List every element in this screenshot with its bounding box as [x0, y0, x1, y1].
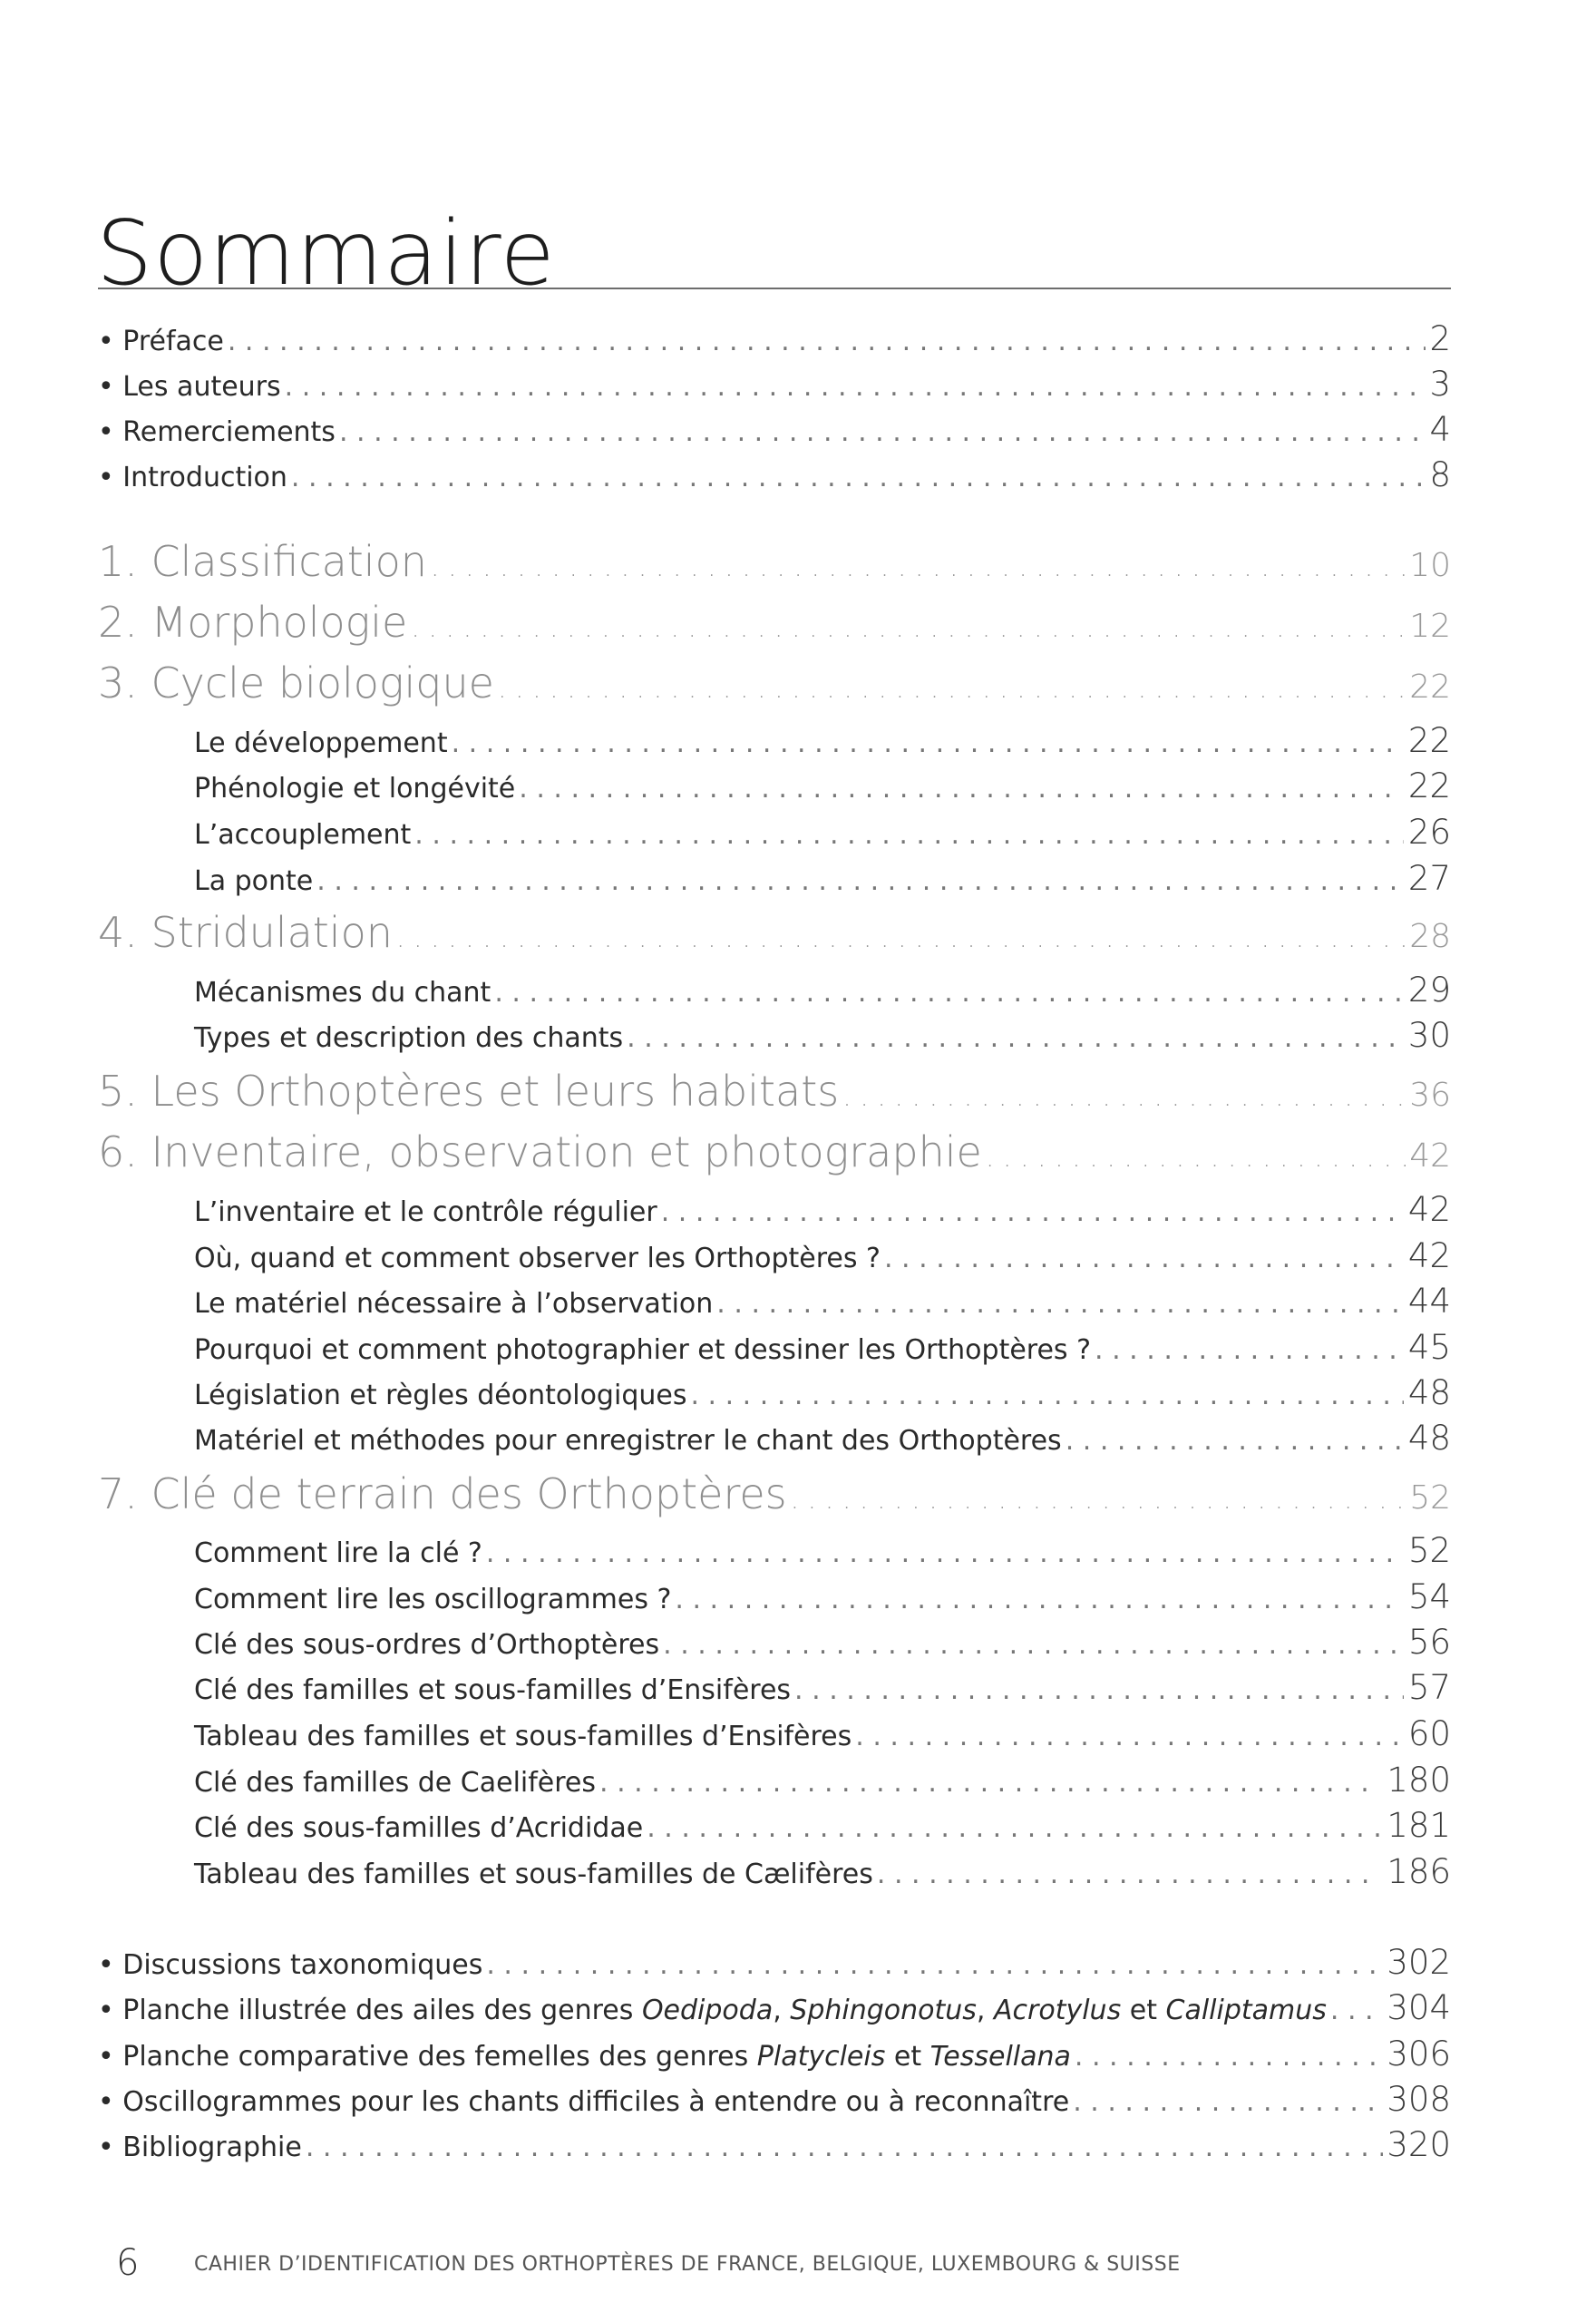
dot-leader	[842, 1081, 1406, 1113]
bullet-glyph: •	[98, 1949, 114, 1981]
toc-page-number: 302	[1387, 1943, 1451, 1982]
toc-entry-label: Planche comparative des femelles des genres	[122, 2041, 757, 2073]
subentry-page-number: 52	[1407, 1531, 1451, 1570]
toc-subentry[interactable]	[98, 1761, 1451, 1800]
bullet-glyph: •	[98, 2132, 114, 2163]
toc-subentry[interactable]	[98, 1623, 1451, 1662]
toc-entry-bibliographie[interactable]	[98, 2125, 1451, 2164]
dot-leader	[647, 1812, 1380, 1844]
toc-page-number: 3	[1429, 365, 1451, 404]
subentry-page-number: 186	[1387, 1852, 1451, 1891]
genus-name: Platycleis	[756, 2041, 886, 2073]
bullet-glyph: •	[98, 2086, 114, 2118]
dot-leader	[663, 1629, 1404, 1661]
running-footer: CAHIER D’IDENTIFICATION DES ORTHOPTÈRES DE FRANCE, BELGIQUE, LUXEMBOURG & SUISSE	[194, 2253, 1181, 2276]
title-divider	[98, 288, 1451, 289]
dot-leader	[1066, 1425, 1404, 1457]
subentry-page-number: 22	[1407, 766, 1451, 805]
chapter-page-number: 52	[1409, 1479, 1451, 1517]
bullet-glyph: •	[98, 326, 114, 357]
subentry-label: Le développement	[194, 727, 448, 759]
toc-subentry[interactable]	[98, 766, 1451, 805]
toc-page-number: 308	[1387, 2080, 1451, 2119]
chapter-page-number: 42	[1409, 1137, 1451, 1175]
subentry-page-number: 180	[1387, 1761, 1451, 1800]
toc-subentry[interactable]	[98, 721, 1451, 760]
subentry-label: Clé des familles et sous-familles d’Ensifères	[194, 1674, 792, 1706]
dot-leader	[494, 977, 1404, 1009]
dot-leader	[431, 551, 1406, 583]
separator: ,	[976, 1995, 994, 2026]
dot-leader	[519, 773, 1404, 805]
chapter-label: 3. Cycle biologique	[98, 659, 494, 707]
toc-subentry[interactable]	[98, 1282, 1451, 1321]
toc-chapter-stridulation[interactable]	[98, 908, 1451, 957]
page-title: Sommaire	[96, 201, 556, 306]
toc-subentry[interactable]	[98, 1016, 1451, 1055]
toc-entry-label: Remerciements	[122, 416, 336, 448]
dot-leader	[452, 727, 1404, 759]
toc-entry-label: Introduction	[122, 462, 287, 493]
toc-subentry[interactable]	[98, 1373, 1451, 1412]
subentry-label: Mécanismes du chant	[194, 977, 491, 1009]
dot-leader	[986, 1142, 1406, 1174]
dot-leader	[1073, 2086, 1383, 2118]
toc-entry-discussions[interactable]	[98, 1943, 1451, 1982]
dot-leader	[316, 865, 1404, 897]
chapter-label: 2. Morphologie	[98, 598, 408, 647]
subentry-page-number: 30	[1407, 1016, 1451, 1055]
subentry-page-number: 44	[1407, 1282, 1451, 1321]
separator: et	[885, 2041, 930, 2073]
chapter-label: 4. Stridulation	[98, 908, 393, 957]
toc-subentry[interactable]	[98, 1806, 1451, 1845]
toc-entry-introduction[interactable]	[98, 455, 1451, 494]
subentry-label: Législation et règles déontologiques	[194, 1380, 687, 1411]
subentry-label: Clé des sous-ordres d’Orthoptères	[194, 1629, 660, 1661]
subentry-page-number: 22	[1407, 721, 1451, 760]
toc-subentry[interactable]	[98, 1714, 1451, 1753]
chapter-label: 6. Inventaire, observation et photographie	[98, 1127, 982, 1176]
dot-leader	[285, 371, 1426, 403]
toc-subentry[interactable]	[98, 1852, 1451, 1891]
subentry-label: Clé des familles de Caelifères	[194, 1767, 597, 1799]
toc-entry-label: Préface	[122, 326, 224, 357]
toc-page-number: 2	[1429, 319, 1451, 358]
toc-page-number: 304	[1387, 1988, 1451, 2027]
chapter-label: 5. Les Orthoptères et leurs habitats	[98, 1067, 840, 1116]
toc-page-number: 4	[1429, 410, 1451, 449]
subentry-page-number: 57	[1407, 1668, 1451, 1707]
toc-subentry[interactable]	[98, 859, 1451, 898]
chapter-label: 7. Clé de terrain des Orthoptères	[98, 1469, 787, 1518]
genus-name: Sphingonotus	[790, 1995, 977, 2026]
dot-leader	[627, 1022, 1404, 1054]
toc-subentry[interactable]	[98, 1668, 1451, 1707]
toc-entry-oscillogrammes[interactable]	[98, 2080, 1451, 2119]
dot-leader	[1330, 1995, 1383, 2026]
subentry-label: L’accouplement	[194, 819, 412, 851]
chapter-page-number: 28	[1409, 918, 1451, 955]
subentry-page-number: 181	[1387, 1806, 1451, 1845]
dot-leader	[877, 1859, 1380, 1890]
genus-name: Calliptamus	[1165, 1995, 1327, 2026]
genus-name: Acrotylus	[994, 1995, 1122, 2026]
subentry-page-number: 29	[1407, 971, 1451, 1010]
subentry-label: Comment lire les oscillogrammes ?	[194, 1584, 672, 1615]
toc-entry-preface[interactable]	[98, 319, 1451, 358]
genus-name: Tessellana	[929, 2041, 1071, 2073]
chapter-page-number: 12	[1409, 608, 1451, 645]
subentry-page-number: 45	[1407, 1328, 1451, 1367]
toc-subentry[interactable]	[98, 1577, 1451, 1616]
toc-page-number: 306	[1387, 2034, 1451, 2073]
toc-chapter-cle-de-terrain[interactable]	[98, 1469, 1451, 1518]
dot-leader	[599, 1767, 1380, 1799]
genus-name: Oedipoda	[641, 1995, 774, 2026]
dot-leader	[306, 2132, 1384, 2163]
dot-leader	[291, 462, 1426, 493]
dot-leader	[498, 673, 1406, 705]
toc-subentry[interactable]	[98, 1236, 1451, 1275]
bullet-glyph: •	[98, 1995, 114, 2026]
chapter-page-number: 10	[1409, 547, 1451, 584]
separator: ,	[773, 1995, 791, 2026]
subentry-label: Tableau des familles et sous-familles d’Ensifères	[194, 1721, 852, 1752]
subentry-label: Types et description des chants	[194, 1022, 624, 1054]
subentry-page-number: 42	[1407, 1236, 1451, 1275]
subentry-label: Clé des sous-familles d’Acrididae	[194, 1812, 644, 1844]
toc-entry-label: Discussions taxonomiques	[122, 1949, 483, 1981]
chapter-page-number: 22	[1409, 668, 1451, 706]
dot-leader	[675, 1584, 1404, 1615]
toc-entry-label: Les auteurs	[122, 371, 281, 403]
subentry-page-number: 48	[1407, 1419, 1451, 1458]
dot-leader	[1075, 2041, 1383, 2073]
toc-subentry[interactable]	[98, 1419, 1451, 1458]
subentry-page-number: 27	[1407, 859, 1451, 898]
subentry-label: Où, quand et comment observer les Orthoptères ?	[194, 1243, 881, 1274]
dot-leader	[228, 326, 1426, 357]
subentry-label: Matériel et méthodes pour enregistrer le chant des Orthoptères	[194, 1425, 1062, 1457]
dot-leader	[486, 1949, 1383, 1981]
dot-leader	[1095, 1334, 1404, 1366]
toc-entry-label: Planche illustrée des ailes des genres	[122, 1995, 642, 2026]
bullet-glyph: •	[98, 371, 114, 403]
toc-entry-auteurs[interactable]	[98, 365, 1451, 404]
subentry-page-number: 56	[1407, 1623, 1451, 1662]
toc-entry-planche-femelles[interactable]	[98, 2034, 1451, 2073]
toc-subentry[interactable]	[98, 971, 1451, 1010]
toc-entry-remerciements[interactable]	[98, 410, 1451, 449]
subentry-page-number: 60	[1407, 1714, 1451, 1753]
toc-chapter-classification[interactable]	[98, 537, 1451, 586]
toc-entry-label: Bibliographie	[122, 2132, 302, 2163]
dot-leader	[791, 1484, 1406, 1516]
dot-leader	[411, 612, 1406, 644]
subentry-label: Pourquoi et comment photographier et dessiner les Orthoptères ?	[194, 1334, 1092, 1366]
subentry-page-number: 26	[1407, 813, 1451, 852]
dot-leader	[339, 416, 1426, 448]
chapter-label: 1. Classification	[98, 537, 427, 586]
toc-chapter-cycle-biologique[interactable]	[98, 659, 1451, 707]
toc-subentry[interactable]	[98, 813, 1451, 852]
toc-entry-label: Oscillogrammes pour les chants difficiles à entendre ou à reconnaître	[122, 2086, 1070, 2118]
toc-page-number: 8	[1429, 455, 1451, 494]
subentry-label: Comment lire la clé ?	[194, 1537, 482, 1569]
dot-leader	[794, 1674, 1404, 1706]
toc-chapter-morphologie[interactable]	[98, 598, 1451, 647]
subentry-page-number: 48	[1407, 1373, 1451, 1412]
separator: et	[1121, 1995, 1166, 2026]
chapter-page-number: 36	[1409, 1077, 1451, 1114]
bullet-glyph: •	[98, 2041, 114, 2073]
toc-subentry[interactable]	[98, 1190, 1451, 1229]
dot-leader	[690, 1380, 1404, 1411]
dot-leader	[396, 922, 1406, 954]
toc-chapter-inventaire[interactable]	[98, 1127, 1451, 1176]
subentry-label: Tableau des familles et sous-familles de Cælifères	[194, 1859, 873, 1890]
dot-leader	[486, 1537, 1404, 1569]
dot-leader	[884, 1243, 1404, 1274]
dot-leader	[855, 1721, 1404, 1752]
subentry-label: La ponte	[194, 865, 314, 897]
dot-leader	[661, 1196, 1404, 1228]
toc-subentry[interactable]	[98, 1328, 1451, 1367]
subentry-label: Le matériel nécessaire à l’observation	[194, 1288, 714, 1320]
dot-leader	[414, 819, 1404, 851]
dot-leader	[716, 1288, 1404, 1320]
toc-entry-planche-ailes[interactable]	[98, 1988, 1451, 2027]
bullet-glyph: •	[98, 416, 114, 448]
folio-page-number: 6	[116, 2242, 140, 2284]
subentry-label: Phénologie et longévité	[194, 773, 516, 805]
subentry-page-number: 42	[1407, 1190, 1451, 1229]
subentry-label: L’inventaire et le contrôle régulier	[194, 1196, 657, 1228]
toc-chapter-habitats[interactable]	[98, 1067, 1451, 1116]
subentry-page-number: 54	[1407, 1577, 1451, 1616]
toc-page-number: 320	[1387, 2125, 1451, 2164]
bullet-glyph: •	[98, 462, 114, 493]
toc-subentry[interactable]	[98, 1531, 1451, 1570]
